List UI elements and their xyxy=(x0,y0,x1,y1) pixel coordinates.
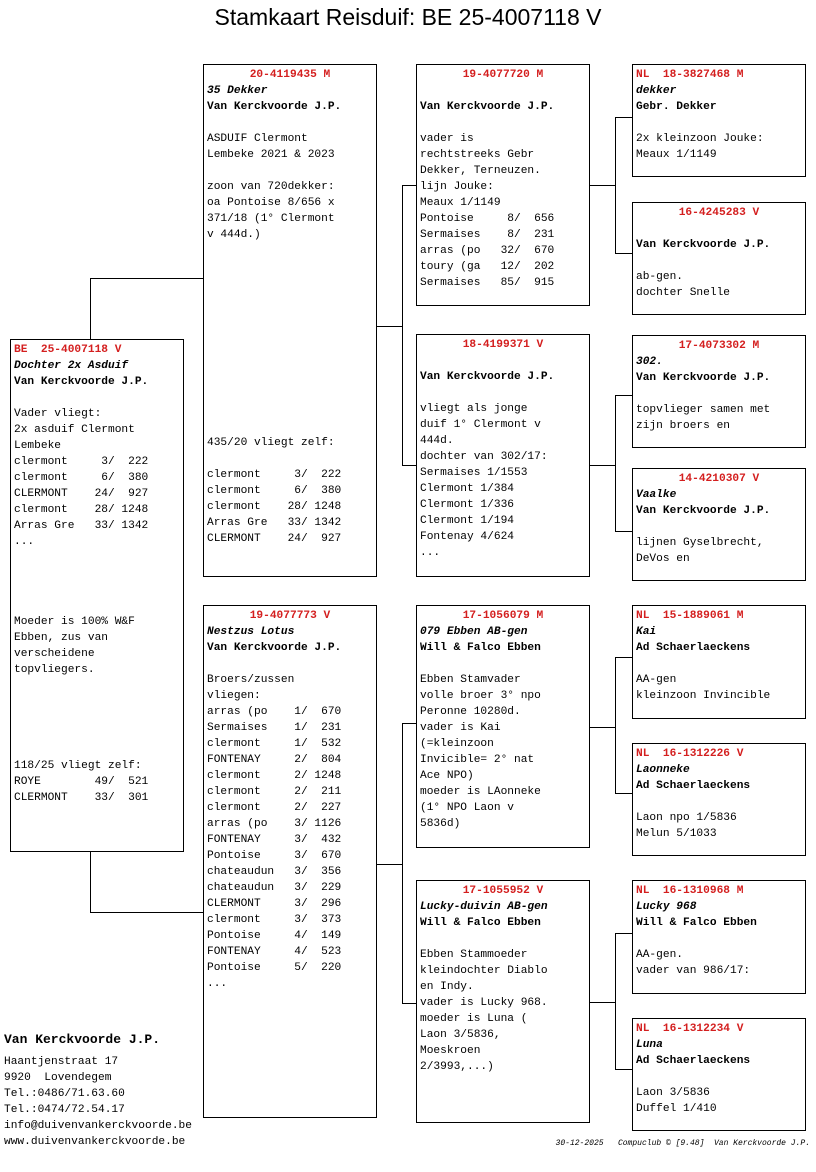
note-line: Duffel 1/410 xyxy=(636,1103,717,1115)
note-line: dochter van 302/17: xyxy=(420,451,548,463)
ring-number: 16-4245283 V xyxy=(678,207,760,219)
note-line: ... xyxy=(207,978,228,990)
note-line xyxy=(420,931,586,947)
owner-name: Ad Schaerlaeckens xyxy=(636,1055,751,1067)
note-line: Pontoise 3/ 670 xyxy=(207,850,342,862)
note-line: clermont 6/ 380 xyxy=(14,472,149,484)
note-line: Laon npo 1/5836 xyxy=(636,812,737,824)
note-line: vader is xyxy=(420,133,474,145)
note-line: Laon 3/5836, xyxy=(420,1029,501,1041)
note-line xyxy=(636,656,802,672)
breeder-website[interactable]: www.duivenvankerckvoorde.be xyxy=(4,1136,186,1148)
note-line xyxy=(636,253,802,269)
connector-line xyxy=(615,117,616,253)
note-line: clermont 28/ 1248 xyxy=(14,504,149,516)
note-line: Pontoise 5/ 220 xyxy=(207,962,342,974)
note-line: vliegen: xyxy=(207,690,261,702)
note-line: volle broer 3° npo xyxy=(420,690,541,702)
note-line xyxy=(207,355,373,371)
ring-number: 17-1055952 V xyxy=(462,885,544,897)
note-line: CLERMONT 24/ 927 xyxy=(14,488,149,500)
note-line: Sermaises 1/ 231 xyxy=(207,722,342,734)
pigeon-name: Luna xyxy=(636,1039,663,1051)
note-line xyxy=(207,656,373,672)
pigeon-name xyxy=(420,353,586,369)
pigeon-card-fff[interactable] xyxy=(632,64,806,177)
note-line: Pontoise 4/ 149 xyxy=(207,930,342,942)
note-line: 5836d) xyxy=(420,818,461,830)
breeder-phone-1: Tel.:0486/71.63.60 xyxy=(4,1088,125,1100)
owner-name: Will & Falco Ebben xyxy=(420,642,541,654)
note-line: Clermont 1/336 xyxy=(420,499,514,511)
ring-number: 17-1056079 M xyxy=(462,610,544,622)
note-line xyxy=(207,291,373,307)
note-line: CLERMONT 3/ 296 xyxy=(207,898,342,910)
connector-line xyxy=(402,723,403,1003)
note-line xyxy=(207,371,373,387)
note-line: Invicible= 2° nat xyxy=(420,754,535,766)
pigeon-name: Lucky 968 xyxy=(636,901,697,913)
note-line: clermont 2/ 211 xyxy=(207,786,342,798)
note-line: dochter Snelle xyxy=(636,287,730,299)
note-line xyxy=(636,115,802,131)
note-line xyxy=(207,323,373,339)
note-line: Meaux 1/1149 xyxy=(636,149,717,161)
owner-name: Ad Schaerlaeckens xyxy=(636,642,751,654)
note-line: 2x asduif Clermont xyxy=(14,424,135,436)
connector-line xyxy=(615,933,616,1069)
note-line: Vader vliegt: xyxy=(14,408,102,420)
ring-number: NL 16-1312234 V xyxy=(636,1023,744,1035)
owner-name: Van Kerckvoorde J.P. xyxy=(636,372,771,384)
breeder-phone-2: Tel.:0474/72.54.17 xyxy=(4,1104,125,1116)
note-line: arras (po 1/ 670 xyxy=(207,706,342,718)
owner-name: Will & Falco Ebben xyxy=(636,917,757,929)
note-line: Clermont 1/384 xyxy=(420,483,514,495)
note-line: FONTENAY 2/ 804 xyxy=(207,754,342,766)
pigeon-name: Kai xyxy=(636,626,657,638)
pigeon-card-mmf[interactable] xyxy=(632,880,806,994)
note-line: chateaudun 3/ 229 xyxy=(207,882,342,894)
owner-name: Van Kerckvoorde J.P. xyxy=(420,371,555,383)
pigeon-name: dekker xyxy=(636,85,677,97)
connector-line xyxy=(90,278,204,279)
note-line: 371/18 (1° Clermont xyxy=(207,213,335,225)
connector-line xyxy=(589,465,615,466)
note-line: lijnen Gyselbrecht, xyxy=(636,537,764,549)
pigeon-card-mother-mother[interactable] xyxy=(416,880,590,1123)
note-line xyxy=(207,275,373,291)
connector-line xyxy=(402,465,417,466)
pigeon-card-fmm[interactable] xyxy=(632,468,806,581)
connector-line xyxy=(589,1002,615,1003)
connector-line xyxy=(90,912,204,913)
note-line: ROYE 49/ 521 xyxy=(14,776,149,788)
note-line xyxy=(207,387,373,403)
note-line: clermont 2/ 1248 xyxy=(207,770,342,782)
pigeon-card-father-father[interactable] xyxy=(416,64,590,306)
note-line xyxy=(420,656,586,672)
note-line: Lembeke 2021 & 2023 xyxy=(207,149,335,161)
page-title: Stamkaart Reisduif: BE 25-4007118 V xyxy=(214,4,602,30)
note-line: topvlieger samen met xyxy=(636,404,771,416)
note-line xyxy=(207,163,373,179)
ring-number: NL 18-3827468 M xyxy=(636,69,744,81)
note-line xyxy=(636,1069,802,1085)
owner-name: Will & Falco Ebben xyxy=(420,917,541,929)
note-line: CLERMONT 33/ 301 xyxy=(14,792,149,804)
note-line: DeVos en xyxy=(636,553,690,565)
note-line: FONTENAY 4/ 523 xyxy=(207,946,342,958)
note-line: Ebben, zus van xyxy=(14,632,108,644)
note-line: arras (po 32/ 670 xyxy=(420,245,555,257)
note-line: moeder is LAonneke xyxy=(420,786,541,798)
owner-name: Van Kerckvoorde J.P. xyxy=(14,376,149,388)
note-line: AA-gen xyxy=(636,674,677,686)
note-line: Ebben Stamvader xyxy=(420,674,521,686)
note-line xyxy=(636,931,802,947)
note-line: Lembeke xyxy=(14,440,61,452)
note-line: Melun 5/1033 xyxy=(636,828,717,840)
note-line: Dekker, Terneuzen. xyxy=(420,165,541,177)
note-line: clermont 3/ 222 xyxy=(14,456,149,468)
note-line: arras (po 3/ 1126 xyxy=(207,818,342,830)
note-line: oa Pontoise 8/656 x xyxy=(207,197,335,209)
note-line xyxy=(14,550,180,566)
note-line: Moeskroen xyxy=(420,1045,481,1057)
connector-line xyxy=(589,727,615,728)
note-line xyxy=(636,519,802,535)
note-line xyxy=(636,386,802,402)
note-line: 435/20 vliegt zelf: xyxy=(207,437,335,449)
note-line: clermont 3/ 373 xyxy=(207,914,342,926)
note-line: 2x kleinzoon Jouke: xyxy=(636,133,764,145)
note-line xyxy=(14,566,180,582)
ring-number: NL 16-1312226 V xyxy=(636,748,744,760)
note-line: Arras Gre 33/ 1342 xyxy=(207,517,342,529)
note-line: verscheidene xyxy=(14,648,95,660)
note-line: CLERMONT 24/ 927 xyxy=(207,533,342,545)
pigeon-name: Vaalke xyxy=(636,489,677,501)
note-line xyxy=(14,390,180,406)
connector-line xyxy=(402,185,403,465)
note-line: Meaux 1/1149 xyxy=(420,197,501,209)
pigeon-card-subject[interactable] xyxy=(10,339,184,852)
connector-line xyxy=(615,253,633,254)
owner-name: Ad Schaerlaeckens xyxy=(636,780,751,792)
owner-name: Van Kerckvoorde J.P. xyxy=(636,239,771,251)
note-line xyxy=(420,385,586,401)
connector-line xyxy=(615,793,633,794)
connector-line xyxy=(615,395,633,396)
note-line: Ebben Stammoeder xyxy=(420,949,528,961)
note-line xyxy=(207,259,373,275)
note-line xyxy=(14,726,180,742)
owner-name: Van Kerckvoorde J.P. xyxy=(207,101,342,113)
ring-number: 19-4077773 V xyxy=(249,610,331,622)
connector-line xyxy=(589,185,615,186)
note-line: (1° NPO Laon v xyxy=(420,802,514,814)
pigeon-name: Laonneke xyxy=(636,764,690,776)
connector-line xyxy=(402,185,417,186)
pigeon-card-fmf[interactable] xyxy=(632,335,806,448)
note-line: clermont 6/ 380 xyxy=(207,485,342,497)
breeder-city: 9920 Lovendegem xyxy=(4,1072,112,1084)
note-line xyxy=(14,598,180,614)
note-line: moeder is Luna ( xyxy=(420,1013,528,1025)
note-line: 444d. xyxy=(420,435,454,447)
note-line: ... xyxy=(420,547,441,559)
note-line: Ace NPO) xyxy=(420,770,474,782)
connector-line xyxy=(615,531,633,532)
pigeon-name xyxy=(636,221,802,237)
breeder-name: Van Kerckvoorde J.P. xyxy=(4,1032,161,1047)
connector-line xyxy=(90,278,91,340)
note-line: topvliegers. xyxy=(14,664,95,676)
ring-number: BE 25-4007118 V xyxy=(14,344,122,356)
note-line xyxy=(420,115,586,131)
breeder-email[interactable]: info@duivenvankerckvoorde.be xyxy=(4,1120,192,1132)
note-line: Pontoise 8/ 656 xyxy=(420,213,555,225)
note-line: clermont 28/ 1248 xyxy=(207,501,342,513)
note-line xyxy=(207,307,373,323)
note-line xyxy=(14,678,180,694)
pigeon-card-father-mother[interactable] xyxy=(416,334,590,577)
pigeon-name: Dochter 2x Asduif xyxy=(14,360,129,372)
note-line xyxy=(207,419,373,435)
note-line: vader is Kai xyxy=(420,722,501,734)
footer-credit: 30-12-2025 Compuclub © [9.48] Van Kerckvoorde J.P. xyxy=(555,1139,810,1148)
note-line xyxy=(14,742,180,758)
note-line: vader van 986/17: xyxy=(636,965,751,977)
pigeon-name: 35 Dekker xyxy=(207,85,268,97)
note-line: vliegt als jonge xyxy=(420,403,528,415)
owner-name: Gebr. Dekker xyxy=(636,101,717,113)
connector-line xyxy=(615,1069,633,1070)
owner-name: Van Kerckvoorde J.P. xyxy=(420,101,555,113)
connector-line xyxy=(90,852,91,912)
note-line: en Indy. xyxy=(420,981,474,993)
owner-name: Van Kerckvoorde J.P. xyxy=(207,642,342,654)
note-line xyxy=(14,710,180,726)
connector-line xyxy=(615,657,633,658)
note-line: AA-gen. xyxy=(636,949,683,961)
note-line: Sermaises 1/1553 xyxy=(420,467,528,479)
note-line: ASDUIF Clermont xyxy=(207,133,308,145)
note-line: clermont 2/ 227 xyxy=(207,802,342,814)
connector-line xyxy=(615,933,633,934)
ring-number: 19-4077720 M xyxy=(462,69,544,81)
connector-line xyxy=(402,723,417,724)
note-line xyxy=(636,794,802,810)
ring-number: 18-4199371 V xyxy=(462,339,544,351)
note-line: ab-gen. xyxy=(636,271,683,283)
note-line: chateaudun 3/ 356 xyxy=(207,866,342,878)
note-line xyxy=(207,403,373,419)
note-line: Sermaises 8/ 231 xyxy=(420,229,555,241)
connector-line xyxy=(615,395,616,531)
note-line: Sermaises 85/ 915 xyxy=(420,277,555,289)
owner-name: Van Kerckvoorde J.P. xyxy=(636,505,771,517)
connector-line xyxy=(615,657,616,793)
breeder-info xyxy=(4,1032,192,1150)
note-line xyxy=(207,115,373,131)
note-line xyxy=(14,694,180,710)
note-line: ... xyxy=(14,536,35,548)
pigeon-card-mff[interactable] xyxy=(632,605,806,719)
connector-line xyxy=(615,117,633,118)
pigeon-card-mfm[interactable] xyxy=(632,743,806,856)
note-line: Broers/zussen xyxy=(207,674,295,686)
pigeon-card-mmm[interactable] xyxy=(632,1018,806,1131)
connector-line xyxy=(376,864,402,865)
note-line: clermont 3/ 222 xyxy=(207,469,342,481)
ring-number: NL 15-1889061 M xyxy=(636,610,744,622)
note-line: zoon van 720dekker: xyxy=(207,181,335,193)
note-line: lijn Jouke: xyxy=(420,181,494,193)
note-line xyxy=(207,339,373,355)
note-line: rechtstreeks Gebr xyxy=(420,149,535,161)
note-line: clermont 1/ 532 xyxy=(207,738,342,750)
note-line: 2/3993,...) xyxy=(420,1061,494,1073)
pigeon-name: Lucky-duivin AB-gen xyxy=(420,901,548,913)
note-line: Clermont 1/194 xyxy=(420,515,514,527)
note-line: FONTENAY 3/ 432 xyxy=(207,834,342,846)
note-line: Fontenay 4/624 xyxy=(420,531,514,543)
note-line: zijn broers en xyxy=(636,420,730,432)
note-line xyxy=(207,243,373,259)
note-line: Moeder is 100% W&F xyxy=(14,616,135,628)
connector-line xyxy=(402,1003,417,1004)
breeder-address: Haantjenstraat 17 xyxy=(4,1056,119,1068)
pigeon-card-mother-father[interactable] xyxy=(416,605,590,848)
ring-number: NL 16-1310968 M xyxy=(636,885,744,897)
note-line: Peronne 10280d. xyxy=(420,706,521,718)
note-line: Arras Gre 33/ 1342 xyxy=(14,520,149,532)
pigeon-card-ffm[interactable] xyxy=(632,202,806,315)
note-line: kleindochter Diablo xyxy=(420,965,548,977)
note-line: v 444d.) xyxy=(207,229,261,241)
pigeon-name: 079 Ebben AB-gen xyxy=(420,626,528,638)
note-line: toury (ga 12/ 202 xyxy=(420,261,555,273)
pigeon-card-mother[interactable] xyxy=(203,605,377,1118)
connector-line xyxy=(376,326,402,327)
note-line: Laon 3/5836 xyxy=(636,1087,710,1099)
note-line: (=kleinzoon xyxy=(420,738,494,750)
note-line xyxy=(207,451,373,467)
note-line: vader is Lucky 968. xyxy=(420,997,548,1009)
pigeon-name: 302. xyxy=(636,356,663,368)
ring-number: 20-4119435 M xyxy=(249,69,331,81)
pigeon-name xyxy=(420,83,586,99)
note-line: 118/25 vliegt zelf: xyxy=(14,760,142,772)
note-line: duif 1° Clermont v xyxy=(420,419,541,431)
pigeon-card-father[interactable] xyxy=(203,64,377,577)
ring-number: 17-4073302 M xyxy=(678,340,760,352)
note-line xyxy=(14,582,180,598)
ring-number: 14-4210307 V xyxy=(678,473,760,485)
pigeon-name: Nestzus Lotus xyxy=(207,626,295,638)
note-line: kleinzoon Invincible xyxy=(636,690,771,702)
